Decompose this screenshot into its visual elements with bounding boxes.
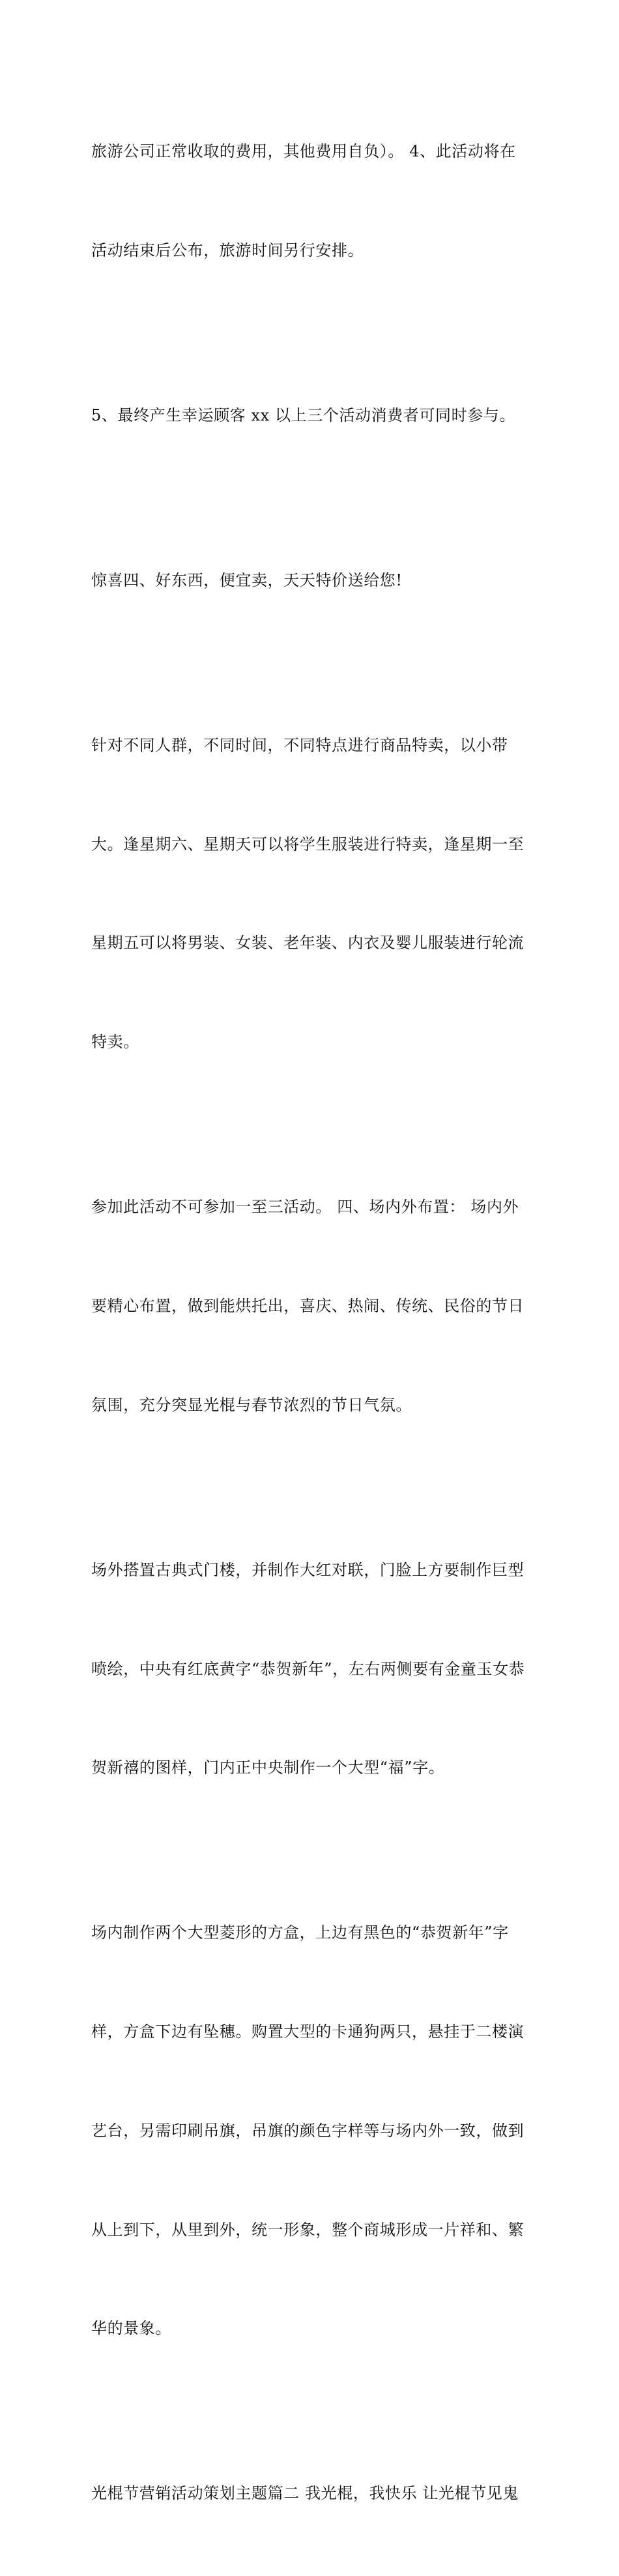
text-line: 场内制作两个大型菱形的方盒，上边有黑色的“恭贺新年”字: [91, 1923, 509, 1942]
text-line: 艺台，另需印刷吊旗，吊旗的颜色字样等与场内外一致，做到: [91, 2121, 525, 2140]
paragraph-4: [91, 663, 534, 1125]
document-body: [91, 69, 534, 2576]
text-line: 要精心布置，做到能烘托出，喜庆、热闹、传统、民俗的节日: [91, 1296, 525, 1315]
text-line: 从上到下，从里到外，统一形象，整个商城形成一片祥和、繁: [91, 2220, 525, 2239]
paragraph-5: [91, 1125, 534, 1488]
paragraph-1: [91, 69, 534, 333]
paragraph-7: [91, 1850, 534, 2411]
text-line: 大。逢星期六、星期天可以将学生服装进行特卖，逢星期一至: [91, 835, 525, 853]
text-line: 喷绘，中央有红底黄字“恭贺新年”，左右两侧要有金童玉女恭: [91, 1659, 525, 1678]
text-line: 贺新禧的图样，门内正中央制作一个大型“福”字。: [91, 1758, 445, 1777]
text-line: 针对不同人群，不同时间，不同特点进行商品特卖，以小带: [91, 735, 508, 754]
text-line: 特卖。: [91, 1033, 139, 1052]
text-line: 样，方盒下边有坠穗。购置大型的卡通狗两只，悬挂于二楼演: [91, 2022, 525, 2041]
text-line: 5、最终产生幸运顾客 xx 以上三个活动消费者可同时参与。: [91, 406, 515, 424]
text-line: 参加此活动不可参加一至三活动。 四、场内外布置： 场内外: [91, 1198, 519, 1217]
text-line: 场外搭置古典式门楼，并制作大红对联，门脸上方要制作巨型: [91, 1560, 525, 1579]
text-line: 华的景象。: [91, 2319, 171, 2338]
text-line: 活动结束后公布，旅游时间另行安排。: [91, 241, 364, 259]
text-line: 氛围，充分突显光棍与春节浓烈的节日气氛。: [91, 1395, 412, 1414]
paragraph-3: [91, 498, 534, 663]
text-line: 星期五可以将男装、女装、老年装、内衣及婴儿服装进行轮流: [91, 934, 525, 953]
text-line: 旅游公司正常收取的费用，其他费用自负）。 4、此活动将在: [91, 142, 516, 161]
text-line: 惊喜四、好东西，便宜卖，天天特价送给您!: [91, 570, 403, 589]
text-line: 光棍节营销活动策划主题篇二 我光棍，我快乐 让光棍节见鬼: [91, 2484, 519, 2503]
paragraph-6: [91, 1488, 534, 1851]
paragraph-2: [91, 333, 534, 498]
paragraph-8: [91, 2411, 534, 2576]
